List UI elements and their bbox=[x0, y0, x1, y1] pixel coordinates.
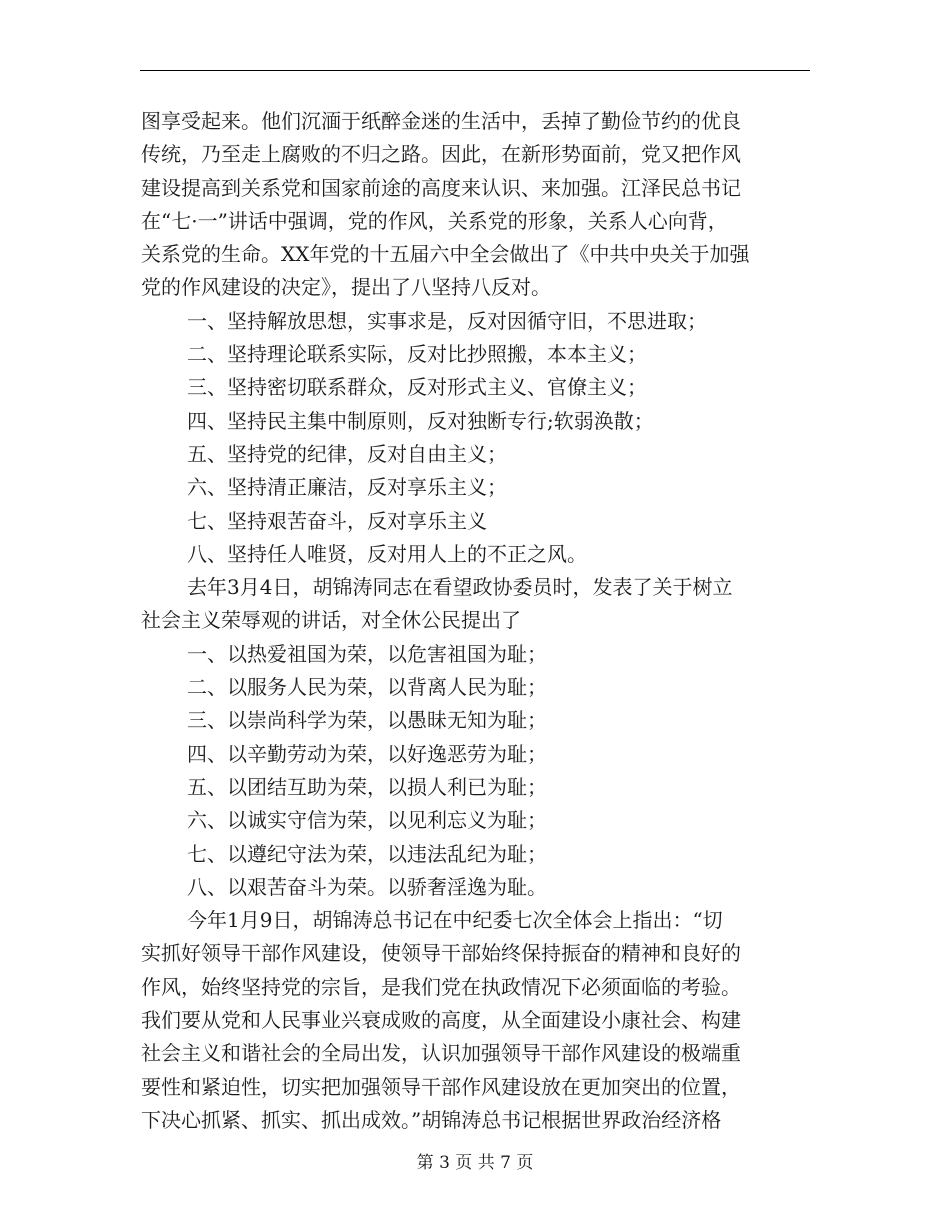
list-item: 二、以服务人民为荣，以背离人民为耻； bbox=[187, 675, 547, 700]
list-item: 七、以遵纪守法为荣，以违法乱纪为耻； bbox=[187, 841, 547, 866]
list-item: 一、以热爱祖国为荣，以危害祖国为耻； bbox=[187, 641, 547, 666]
list-item: 四、坚持民主集中制原则，反对独断专行;软弱涣散； bbox=[187, 408, 654, 433]
list-item: 三、坚持密切联系群众，反对形式主义、官僚主义； bbox=[187, 375, 647, 400]
header-rule bbox=[140, 70, 810, 71]
list-item: 七、坚持艰苦奋斗，反对享乐主义 bbox=[187, 508, 487, 533]
text-line: 社会主义和谐社会的全局出发，认识加强领导干部作风建设的极端重 bbox=[141, 1041, 741, 1066]
list-item: 三、以崇尚科学为荣，以愚昧无知为耻； bbox=[187, 708, 547, 733]
text-line: 作风，始终坚持党的宗旨，是我们党在执政情况下必须面临的考验。 bbox=[141, 974, 741, 999]
text-line: 在“七·一”讲话中强调，党的作风，关系党的形象，关系人心向背， bbox=[141, 208, 728, 233]
list-item: 二、坚持理论联系实际，反对比抄照搬，本本主义； bbox=[187, 342, 647, 367]
list-item: 八、坚持任人唯贤，反对用人上的不正之风。 bbox=[187, 541, 587, 566]
text-line: 要性和紧迫性，切实把加强领导干部作风建设放在更加突出的位置， bbox=[141, 1074, 741, 1099]
list-item: 五、坚持党的纪律，反对自由主义； bbox=[187, 441, 507, 466]
paragraph-start: 今年1月9日，胡锦涛总书记在中纪委七次全体会上指出：“切 bbox=[187, 908, 723, 933]
list-item: 五、以团结互助为荣，以损人利已为耻； bbox=[187, 774, 547, 799]
text-line: 实抓好领导干部作风建设，使领导干部始终保持振奋的精神和良好的 bbox=[141, 941, 741, 966]
text-line: 图享受起来。他们沉湎于纸醉金迷的生活中，丢掉了勤俭节约的优良 bbox=[141, 109, 741, 133]
page-footer: 第 3 页 共 7 页 bbox=[416, 1153, 534, 1173]
list-item: 四、以辛勤劳动为荣，以好逸恶劳为耻； bbox=[187, 741, 547, 766]
text-line: 党的作风建设的决定》，提出了八坚持八反对。 bbox=[141, 275, 551, 300]
list-item: 一、坚持解放思想，实事求是，反对因循守旧，不思进取； bbox=[187, 308, 707, 333]
text-line: 社会主义荣辱观的讲话，对全休公民提出了 bbox=[141, 608, 521, 633]
text-line: 关系党的生命。XX年党的十五届六中全会做出了《中共中央关于加强 bbox=[141, 242, 750, 267]
text-line: 传统，乃至走上腐败的不归之路。因此，在新形势面前，党又把作风 bbox=[141, 142, 741, 167]
text-line: 下决心抓紧、抓实、抓出成效。”胡锦涛总书记根据世界政治经济格 bbox=[141, 1107, 722, 1132]
list-item: 六、坚持清正廉洁，反对享乐主义； bbox=[187, 475, 507, 500]
document-body bbox=[141, 105, 809, 1137]
list-item: 八、以艰苦奋斗为荣。以骄奢淫逸为耻。 bbox=[187, 874, 547, 899]
list-item: 六、以诚实守信为荣，以见利忘义为耻； bbox=[187, 808, 547, 833]
text-line: 我们要从党和人民事业兴衰成败的高度，从全面建设小康社会、构建 bbox=[141, 1008, 741, 1033]
text-line: 建设提高到关系党和国家前途的高度来认识、来加强。江泽民总书记 bbox=[141, 175, 741, 200]
paragraph-start: 去年3月4日，胡锦涛同志在看望政协委员时，发表了关于树立 bbox=[187, 575, 733, 600]
